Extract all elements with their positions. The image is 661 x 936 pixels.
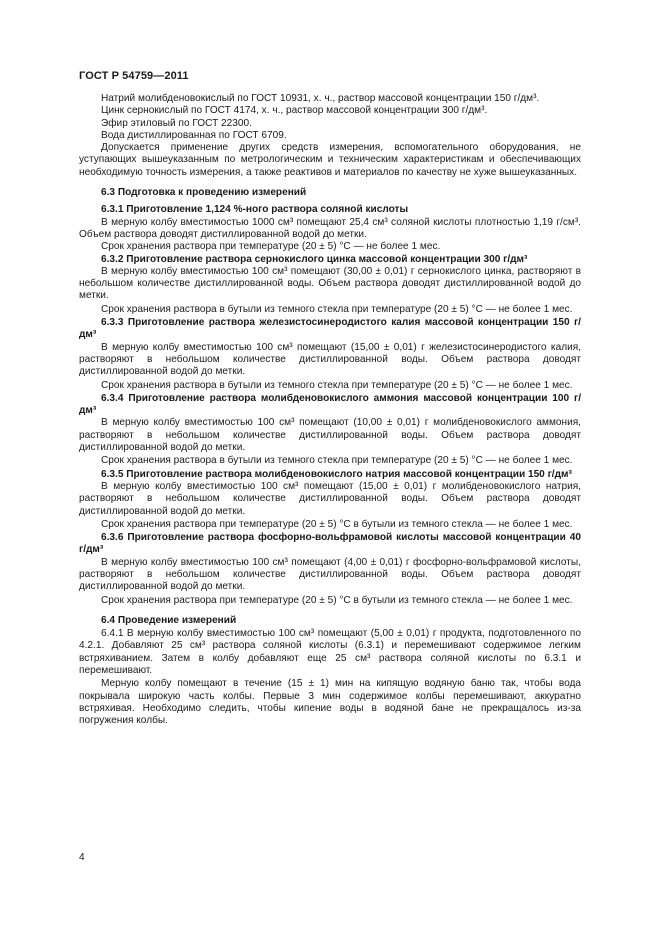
document-header: ГОСТ Р 54759—2011 (79, 70, 189, 82)
section-heading: 6.4 Проведение измерений (101, 614, 237, 626)
paragraph: В мерную колбу вместимостью 100 см³ помещают (15,00 ± 0,01) г железистосинеродистого калия, растворяют в небольшом количестве дистиллированной воды. Объем раствора доводят дистиллированной водой до метки. (79, 341, 581, 378)
subsection-heading: 6.3.5 Приготовление раствора молибденовокислого натрия массовой концентрации 150 г/дм³ (101, 468, 572, 480)
paragraph: В мерную колбу вместимостью 100 см³ помещают (15,00 ± 0,01) г молибденовокислого натрия, растворяют в небольшом количестве дистиллированной воды. Объем раствора доводят дистиллированной водой до метки. (79, 480, 581, 517)
paragraph: В мерную колбу вместимостью 100 см³ помещают (30,00 ± 0,01) г сернокислого цинка, растворяют в небольшом количестве дистиллированной воды. Объем раствора доводят дистиллированной водой до метки. (79, 265, 581, 302)
paragraph: Срок хранения раствора в бутыли из темного стекла при температуре (20 ± 5) °С — не более 1 мес. (101, 455, 573, 467)
subsection-heading: 6.3.6 Приготовление раствора фосфорно-вольфрамовой кислоты массовой концентрации 40 г/дм³ (79, 532, 581, 556)
paragraph: В мерную колбу вместимостью 100 см³ помещают (10,00 ± 0,01) г молибденовокислого аммония, растворяют в небольшом количестве дистиллированной воды. Объем раствора доводят дистиллированной водой до метки. (79, 417, 581, 454)
paragraph: В мерную колбу вместимостью 1000 см³ помещают 25,4 см³ соляной кислоты плотностью 1,19 г/см³. Объем раствора доводят дистиллированной водой до метки. (79, 216, 581, 240)
subsection-heading: 6.3.4 Приготовление раствора молибденовокислого аммония массовой концентрации 100 г/дм³ (79, 392, 581, 417)
paragraph: Срок хранения раствора в бутыли из темного стекла при температуре (20 ± 5) °С — не более 1 мес. (101, 379, 573, 391)
paragraph: Срок хранения раствора при температуре (20 ± 5) °С — не более 1 мес. (101, 241, 441, 253)
paragraph: 6.4.1 В мерную колбу вместимостью 100 см³ помещают (5,00 ± 0,01) г продукта, подготовленного по 4.2.1. Добавляют 25 см³ раствора соляной кислоты (6.3.1) и перемешивают содержимое легким встряхиванием. Затем в колбу добавляют еще 25 см³ раствора соляной кислоты по 6.3.1 и перемешивают. (79, 628, 581, 677)
page-number: 4 (79, 852, 85, 863)
subsection-heading: 6.3.2 Приготовление раствора сернокислого цинка массовой концентрации 300 г/дм³ (101, 253, 528, 265)
document-body (79, 93, 581, 728)
paragraph: Вода дистиллированная по ГОСТ 6709. (101, 129, 287, 141)
subsection-heading: 6.3.3 Приготовление раствора железистосинеродистого калия массовой концентрации 150 г/дм³ (79, 317, 581, 341)
paragraph: Допускается применение других средств измерения, вспомогательного оборудования, не уступающих вышеуказанным по метрологическим и техническим характеристикам и обеспечивающих необходимую точность измерения, а также реактивов и материалов по качеству не хуже вышеуказанных. (79, 142, 581, 178)
subsection-heading: 6.3.1 Приготовление 1,124 %-ного раствора соляной кислоты (101, 204, 409, 216)
paragraph: Срок хранения раствора при температуре (20 ± 5) °С в бутыли из темного стекла — не более 1 мес. (101, 594, 573, 606)
paragraph: Срок хранения раствора в бутыли из темного стекла при температуре (20 ± 5) °С — не более 1 мес. (101, 303, 573, 315)
paragraph: Эфир этиловый по ГОСТ 22300. (101, 117, 252, 129)
section-heading: 6.3 Подготовка к проведению измерений (101, 187, 307, 199)
paragraph: Натрий молибденовокислый по ГОСТ 10931, х. ч., раствор массовой концентрации 150 г/дм³. (101, 93, 540, 104)
paragraph: В мерную колбу вместимостью 100 см³ помещают (4,00 ± 0,01) г фосфорно-вольфрамовой кислоты, растворяют в небольшом количестве дистиллированной воды. Объем раствора доводят дистиллированной водой до метки. (79, 556, 581, 593)
paragraph: Срок хранения раствора при температуре (20 ± 5) °С в бутыли из темного стекла — не более 1 мес. (101, 518, 573, 530)
paragraph: Мерную колбу помещают в течение (15 ± 1) мин на кипящую водяную баню так, чтобы вода покрывала широкую часть колбы. Первые 3 мин содержимое колбы перемешивают, аккуратно встряхивая. Необходимо следить, чтобы кипение воды в водяной бане не прекращалось из-за погружения колбы. (79, 678, 581, 727)
paragraph: Цинк сернокислый по ГОСТ 4174, х. ч., раствор массовой концентрации 300 г/дм³. (101, 105, 488, 117)
